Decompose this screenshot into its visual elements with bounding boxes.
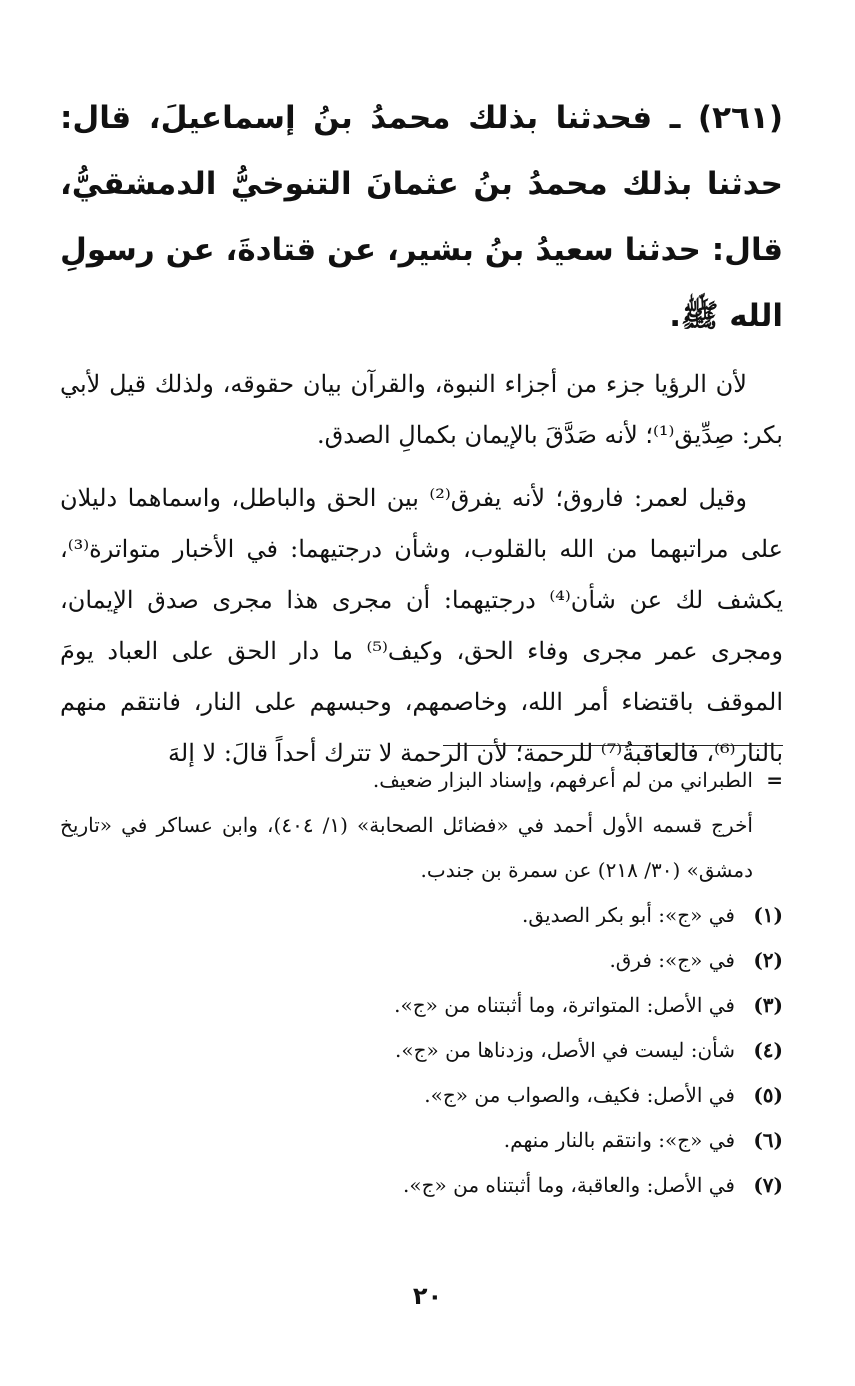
footnote-text: في «ج»: أبو بكر الصديق.	[522, 903, 735, 927]
footnotes	[60, 758, 783, 1208]
continuation-marker: =	[766, 768, 783, 792]
footnote-number: (٤)	[753, 1038, 783, 1062]
hadith-text: (٢٦١) ـ فحدثنا بذلك محمدُ بنُ إسماعيلَ، قال: حدثنا بذلك محمدُ بنُ عثمانَ التنوخيُّ الدمشقيُّ، قال: حدثنا سعيدُ بنُ بشير، عن قتادةَ، عن رسولِ الله ﷺ.	[60, 100, 783, 334]
footnote-item	[60, 983, 783, 1028]
footnote-text: في «ج»: وانتقم بالنار منهم.	[503, 1128, 735, 1152]
footnote-number: (٢)	[753, 948, 783, 972]
continuation-text	[60, 758, 753, 893]
footnote-item	[60, 1028, 783, 1073]
footnote-text: في «ج»: فرق.	[609, 948, 735, 972]
footnote-number: (١)	[753, 903, 783, 927]
footnote-number: (٦)	[753, 1128, 783, 1152]
body-paragraph: لأن الرؤيا جزء من أجزاء النبوة، والقرآن بيان حقوقه، ولذلك قيل لأبي بكر: صِدِّيق⁽¹⁾؛ لأنه صَدَّقَ بالإيمان بكمالِ الصدق.	[60, 370, 783, 449]
footnote-item	[60, 893, 783, 938]
footnote-continuation	[60, 758, 783, 893]
body-paragraph: وقيل لعمر: فاروق؛ لأنه يفرق⁽²⁾ بين الحق والباطل، واسماهما دليلان على مراتبهما من الله بالقلوب، وشأن درجتيهما: في الأخبار متواترة⁽³⁾، يكشف لك عن شأن⁽⁴⁾ درجتيهما: أن مجرى هذا مجرى صدق الإيمان، ومجرى عمر مجرى وفاء الحق، وكيف⁽⁵⁾ ما دار الحق على العباد يومَ الموقف باقتضاء أمر الله، وخاصمهم، وحبسهم على النار، فانتقم منهم بالنار⁽⁶⁾، فالعاقبةُ⁽⁷⁾ للرحمة؛ لأن الرحمة لا تترك أحداً قالَ: لا إلهَ	[60, 484, 783, 767]
footnote-item	[60, 938, 783, 983]
footnote-text: في الأصل: فكيف، والصواب من «ج».	[424, 1083, 735, 1107]
footnote-text: في الأصل: المتواترة، وما أثبتناه من «ج».	[394, 993, 735, 1017]
page-number: ٢٠	[412, 1282, 443, 1310]
footnote-number: (٧)	[753, 1173, 783, 1197]
footnote-number: (٣)	[753, 993, 783, 1017]
continuation-line: الطبراني من لم أعرفهم، وإسناد البزار ضعيف.	[372, 768, 753, 792]
footnote-divider	[443, 745, 783, 746]
footnote-text: شأن: ليست في الأصل، وزدناها من «ج».	[394, 1038, 735, 1062]
footnote-item	[60, 1118, 783, 1163]
continuation-line: أخرج قسمه الأول أحمد في «فضائل الصحابة» (١/ ٤٠٤)، وابن عساكر في «تاريخ دمشق» (٣٠/ ٢١٨) عن سمرة بن جندب.	[60, 813, 753, 882]
footnote-item	[60, 1163, 783, 1208]
footnote-number: (٥)	[753, 1083, 783, 1107]
page-content	[60, 85, 783, 779]
footnote-item	[60, 1073, 783, 1118]
body-text	[60, 359, 783, 779]
footnote-text: في الأصل: والعاقبة، وما أثبتناه من «ج».	[403, 1173, 735, 1197]
footnote-list	[60, 893, 783, 1208]
